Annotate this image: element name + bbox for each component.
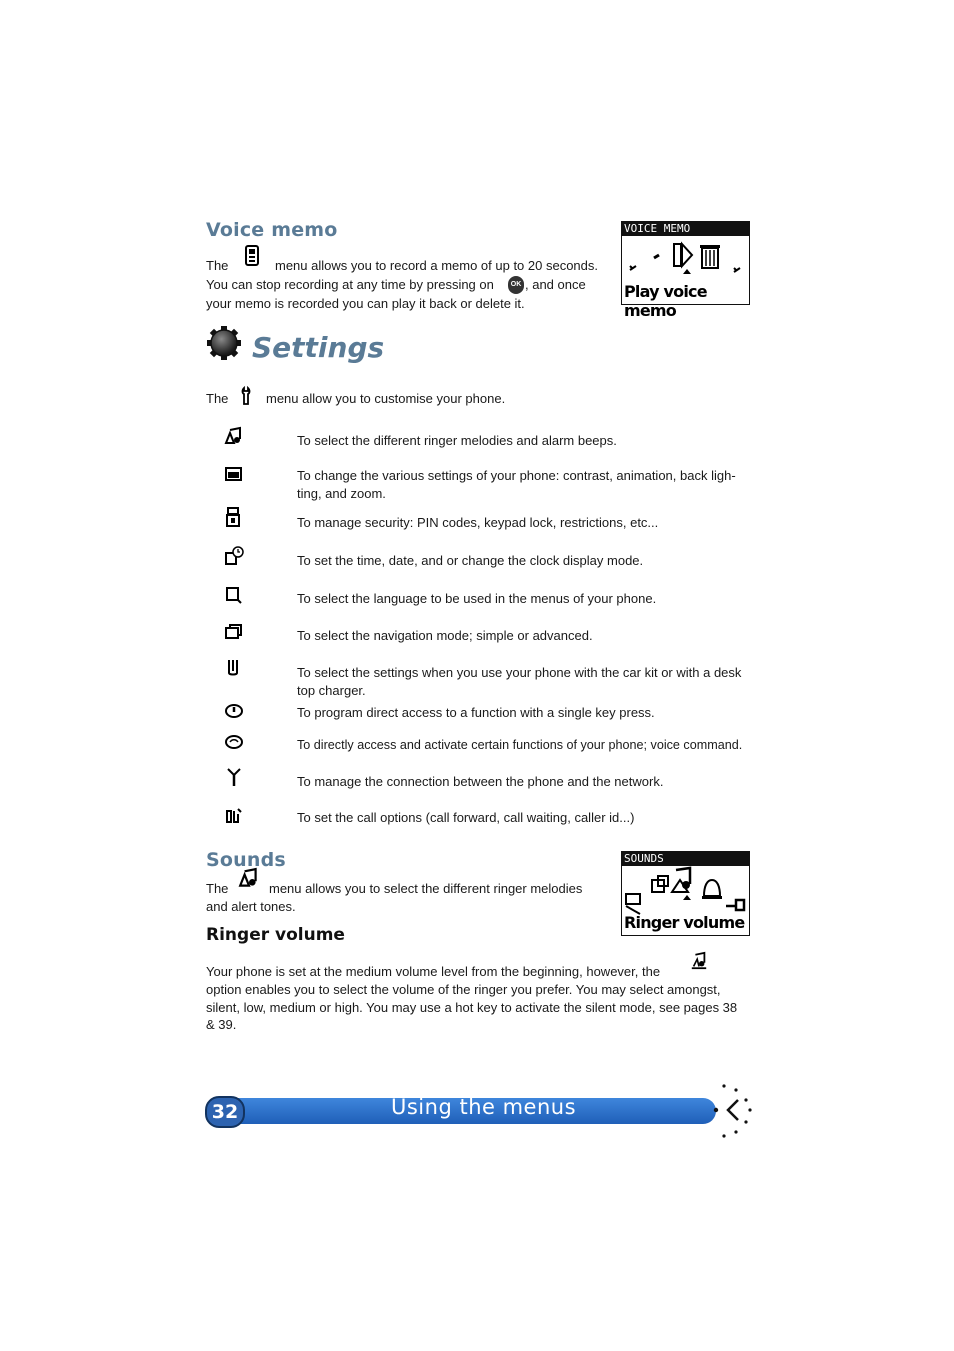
sounds-heading: Sounds (206, 849, 286, 871)
voice-memo-screen-title: VOICE MEMO (622, 222, 749, 236)
sounds-text-a: menu allows you to select the different ringer melodies (269, 881, 583, 896)
voice-memo-screen-icons (622, 236, 749, 284)
security-icon (224, 507, 244, 527)
accessories-icon (224, 657, 244, 677)
voice-memo-icon (244, 245, 262, 267)
settings-item-language-text: To select the language to be used in the menus of your phone. (297, 591, 657, 606)
hot-keys-icon (224, 702, 244, 722)
settings-item-display-text: To change the various settings of your phone: contrast, animation, back ligh-ting, and zoom. (297, 468, 736, 501)
sparkle-decoration-icon (712, 1082, 756, 1140)
ringer-volume-line-2: option enables you to select the volume of the ringer you prefer. You may select amongst, (206, 982, 721, 997)
voice-memo-text-the: The (206, 258, 229, 273)
voice-memo-text-b: You can stop recording at any time by pressing on (206, 277, 494, 292)
settings-gear-icon (206, 325, 242, 361)
settings-item-sounds-text: To select the different ringer melodies and alarm beeps. (297, 433, 617, 448)
page-number: 32 (205, 1096, 245, 1128)
navigation-icon (224, 622, 244, 642)
settings-intro-the: The (206, 391, 229, 406)
ok-key-icon: OK (508, 276, 524, 294)
settings-item-voice-command-text: To directly access and activate certain functions of your phone; voice command. (297, 738, 743, 752)
sounds-icon (224, 427, 244, 447)
settings-item-clock-text: To set the time, date, and or change the clock display mode. (297, 553, 644, 568)
sounds-menu-icon (238, 868, 260, 890)
ringer-volume-line-1: Your phone is set at the medium volume level from the beginning, however, the (206, 964, 661, 979)
ringer-volume-line-4: & 39. (206, 1017, 237, 1032)
call-settings-icon (224, 806, 244, 826)
settings-intro-text: menu allow you to customise your phone. (266, 391, 506, 406)
sounds-text-b: and alert tones. (206, 899, 296, 914)
voice-command-icon (224, 733, 244, 753)
voice-memo-text-c: , and once (525, 277, 586, 292)
ringer-volume-heading: Ringer volume (206, 925, 345, 945)
sounds-screen-title: SOUNDS (622, 852, 749, 866)
voice-memo-screen-caption: Play voice memo (624, 282, 707, 320)
sounds-screen-icons (622, 866, 749, 916)
voice-memo-heading: Voice memo (206, 219, 338, 241)
sounds-screen (621, 851, 750, 936)
footer-title: Using the menus (391, 1095, 577, 1119)
settings-heading: Settings (252, 331, 385, 364)
settings-menu-icon (240, 386, 256, 406)
settings-item-hot-keys-text: To program direct access to a function with a single key press. (297, 705, 655, 720)
sounds-text-the: The (206, 881, 229, 896)
network-icon (224, 767, 244, 787)
voice-memo-screen (621, 221, 750, 320)
settings-item-call-settings-text: To set the call options (call forward, call waiting, caller id...) (297, 810, 635, 825)
display-icon (224, 465, 244, 485)
ringer-volume-icon (690, 951, 708, 971)
ringer-volume-line-3: silent, low, medium or high. You may use a hot key to activate the silent mode, see pages 38 (206, 1000, 738, 1015)
settings-item-accessories-text: To select the settings when you use your phone with the car kit or with a desk top charger. (297, 665, 742, 698)
voice-memo-text-a: menu allows you to record a memo of up to 20 seconds. (275, 258, 599, 273)
clock-icon (224, 546, 244, 566)
settings-item-navigation-text: To select the navigation mode; simple or advanced. (297, 628, 593, 643)
language-icon (224, 585, 244, 605)
voice-memo-text-d: your memo is recorded you can play it back or delete it. (206, 296, 525, 311)
sounds-screen-caption: Ringer volume (624, 913, 745, 932)
settings-item-network-text: To manage the connection between the phone and the network. (297, 774, 664, 789)
settings-item-security-text: To manage security: PIN codes, keypad lock, restrictions, etc... (297, 515, 659, 530)
